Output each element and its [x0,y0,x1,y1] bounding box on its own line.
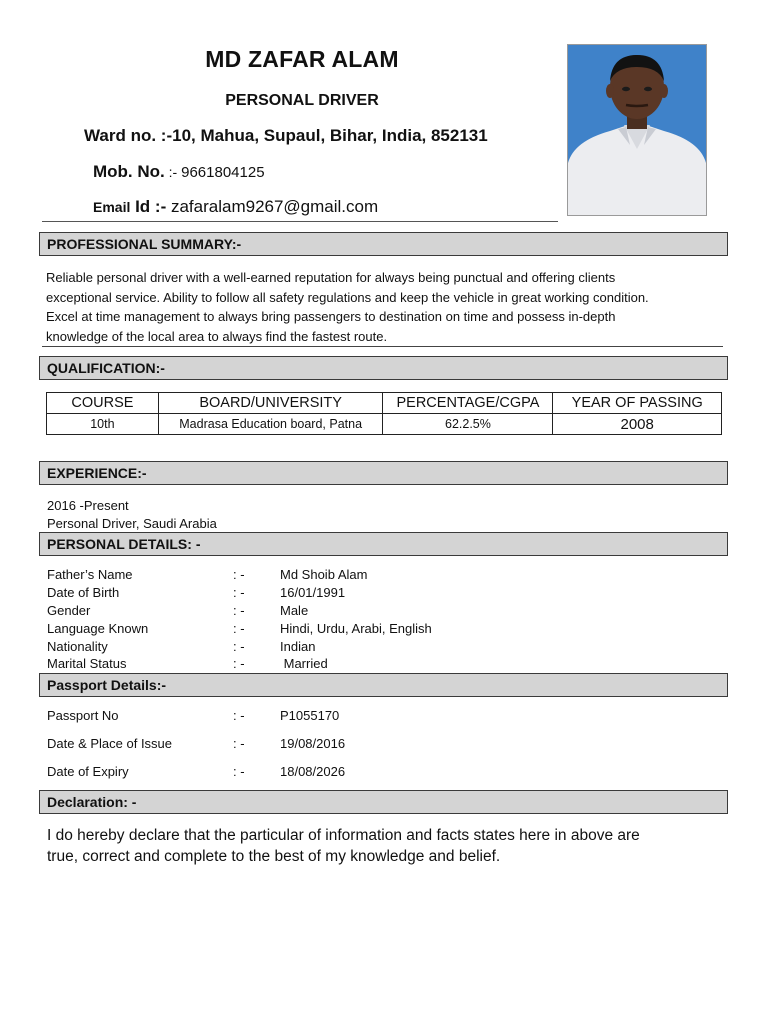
column-header-percentage: PERCENTAGE/CGPA [383,393,553,414]
passport-label: Date & Place of Issue [47,736,173,751]
passport-label: Date of Expiry [47,764,129,779]
detail-value: Indian [280,639,316,654]
table-row [47,414,722,435]
mobile-line [93,162,265,182]
passport-value: 18/08/2026 [280,764,346,779]
passport-separator: : - [233,736,245,751]
mobile-separator: :- [164,164,182,180]
job-title: PERSONAL DRIVER [225,92,379,109]
detail-label: Father’s Name [47,567,133,582]
cell-year: 2008 [553,414,722,435]
declaration-line: true, correct and complete to the best of my knowledge and belief. [47,848,501,865]
detail-value: Male [280,603,309,618]
section-personal-details: PERSONAL DETAILS: - [39,532,728,556]
detail-label: Nationality [47,639,108,654]
section-declaration: Declaration: - [39,790,728,814]
column-header-course: COURSE [47,393,159,414]
passport-label: Passport No [47,708,119,723]
summary-line: knowledge of the local area to always find the fastest route. [46,328,388,344]
passport-separator: : - [233,764,245,779]
detail-separator: : - [233,621,245,636]
detail-value: Md Shoib Alam [280,567,368,582]
email-address: zafaralam9267@gmail.com [170,197,379,216]
detail-label: Marital Status [47,656,127,671]
header-divider [42,221,558,222]
detail-label: Gender [47,603,91,618]
experience-position: Personal Driver, Saudi Arabia [47,516,217,531]
passport-value: P1055170 [280,708,340,723]
declaration-line: I do hereby declare that the particular of information and facts states here in above are [47,827,640,844]
detail-separator: : - [233,585,245,600]
mobile-label: Mob. No. [93,162,165,181]
email-label-id: Id :- [130,197,171,216]
column-header-board: BOARD/UNIVERSITY [158,393,383,414]
mobile-number: 9661804125 [181,164,265,181]
cell-board: Madrasa Education board, Patna [158,414,383,435]
detail-label: Date of Birth [47,585,120,600]
section-qualification: QUALIFICATION:- [39,356,728,380]
detail-separator: : - [233,639,245,654]
passport-value: 19/08/2016 [280,736,346,751]
summary-line: Excel at time management to always bring passengers to destination on time and possess in-depth [46,309,616,324]
cell-percentage: 62.2.5% [383,414,553,435]
summary-divider [42,346,723,347]
detail-separator: : - [233,603,245,618]
detail-value: Married [280,656,328,671]
email-line [93,197,378,217]
declaration-text [47,825,727,867]
candidate-name: MD ZAFAR ALAM [205,46,399,72]
detail-separator: : - [233,656,245,671]
section-professional-summary: PROFESSIONAL SUMMARY:- [39,232,728,256]
profile-photo [567,44,707,216]
experience-entry [47,497,217,533]
detail-separator: : - [233,567,245,582]
summary-line: Reliable personal driver with a well-earned reputation for always being punctual and offering clients [46,270,616,285]
table-header-row [47,393,722,414]
qualification-table [46,392,722,435]
column-header-year: YEAR OF PASSING [553,393,722,414]
cell-course: 10th [47,414,159,435]
address: Ward no. :-10, Mahua, Supaul, Bihar, India, 852131 [84,126,488,145]
person-portrait-icon [568,45,706,215]
section-experience: EXPERIENCE:- [39,461,728,485]
email-label: Email [93,199,131,215]
detail-label: Language Known [47,621,149,636]
experience-period: 2016 -Present [47,498,129,513]
passport-separator: : - [233,708,245,723]
detail-value: 16/01/1991 [280,585,346,600]
section-passport-details: Passport Details:- [39,673,728,697]
detail-value: Hindi, Urdu, Arabi, English [280,621,432,636]
summary-line: exceptional service. Ability to follow all safety regulations and keep the vehicle in great working condition. [46,289,649,305]
summary-text [46,268,726,346]
